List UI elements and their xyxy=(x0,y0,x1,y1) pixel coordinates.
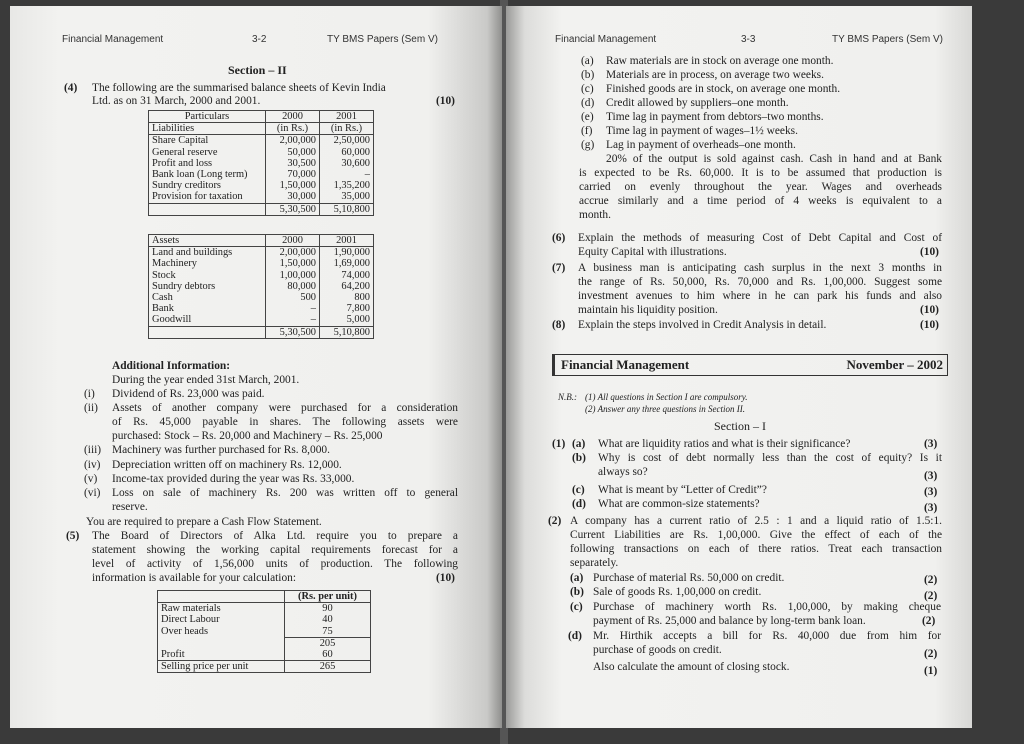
row-value-2000: 2,00,000 xyxy=(266,247,320,259)
q1d-number: (d) xyxy=(572,498,586,510)
item-ii-number: (ii) xyxy=(84,402,98,414)
q2-line1: A company has a current ratio of 2.5 : 1 and a liquid ratio of 1.5:1. xyxy=(570,515,942,527)
table-row xyxy=(149,247,374,259)
q4-marks: (10) xyxy=(436,95,455,107)
header-2000: 2000 xyxy=(266,111,320,123)
q1d-text: What are common-size statements? xyxy=(598,498,760,510)
q8-text: Explain the steps involved in Credit Analysis in detail. xyxy=(578,319,827,331)
q5-para-line1: 20% of the output is sold against cash. Cash in hand and at Bank xyxy=(606,153,942,165)
q5-line1: The Board of Directors of Alka Ltd. require you to prepare a xyxy=(92,530,458,542)
q6-number: (6) xyxy=(552,232,566,244)
q6-line1: Explain the methods of measuring Cost of Debt Capital and Cost of xyxy=(578,232,942,244)
subtotal-label-blank xyxy=(158,637,285,649)
q5-item-g-text: Lag in payment of overheads–one month. xyxy=(606,139,796,151)
row-label: Profit and loss xyxy=(149,158,266,169)
header-particulars: Particulars xyxy=(149,111,266,123)
item-vi-line1: Loss on sale of machinery Rs. 200 was written off to general xyxy=(112,487,458,499)
item-i-text: Dividend of Rs. 23,000 was paid. xyxy=(112,388,265,400)
row-value: 75 xyxy=(285,626,371,638)
q2-closing-marks: (1) xyxy=(924,665,938,677)
selling-price-row xyxy=(158,661,371,673)
table-row xyxy=(149,147,374,158)
table-row xyxy=(149,314,374,326)
q6-marks: (10) xyxy=(920,246,939,258)
subheader-unit-2000: (in Rs.) xyxy=(266,123,320,135)
q5-para-line4: accrue similarly and a time period of 4 weeks is equivalent to a xyxy=(579,195,942,207)
q6-line2: Equity Capital with illustrations. xyxy=(578,246,727,258)
q2-line3: following transactions on each of there ratios. Treat each transaction xyxy=(570,543,942,555)
q8-number: (8) xyxy=(552,319,566,331)
row-value-2000: 70,000 xyxy=(266,169,320,180)
section-i-title: Section – I xyxy=(714,419,766,433)
nb-line2: (2) Answer any three questions in Section II. xyxy=(585,404,745,414)
selling-price-value: 265 xyxy=(285,661,371,673)
q1-number: (1) xyxy=(552,438,566,450)
q5-item-f-number: (f) xyxy=(581,125,593,137)
table-row xyxy=(149,158,374,169)
total-label xyxy=(149,203,266,215)
q5-para-line5: month. xyxy=(579,209,611,221)
exam-title-box xyxy=(552,354,948,376)
q5-para-line2: is expected to be Rs. 60,000. It is to be assumed that production is xyxy=(579,167,942,179)
item-v-number: (v) xyxy=(84,473,98,485)
table-row xyxy=(149,169,374,180)
row-label: General reserve xyxy=(149,147,266,158)
row-value-2000: 2,00,000 xyxy=(266,135,320,147)
row-label: Land and buildings xyxy=(149,247,266,259)
header-2001: 2001 xyxy=(320,111,374,123)
total-2000: 5,30,500 xyxy=(266,326,320,338)
q5-marks: (10) xyxy=(436,572,455,584)
row-value-2000: 1,50,000 xyxy=(266,258,320,269)
q2a-number: (a) xyxy=(570,572,584,584)
q2c-line2: payment of Rs. 25,000 and balance by long-term bank loan. xyxy=(593,615,866,627)
row-value-2001: 1,35,200 xyxy=(320,180,374,191)
row-value-2000: 1,00,000 xyxy=(266,270,320,281)
q1b-line2: always so? xyxy=(598,466,648,478)
row-value-2001: 800 xyxy=(320,292,374,303)
q2-line4: separately. xyxy=(570,557,619,569)
row-value-2001: 2,50,000 xyxy=(320,135,374,147)
q7-line4: maintain his liquidity position. xyxy=(578,304,718,316)
subheader-liabilities: Liabilities xyxy=(149,123,266,135)
q2a-text: Purchase of material Rs. 50,000 on credit. xyxy=(593,572,785,584)
q2b-number: (b) xyxy=(570,586,584,598)
table-row xyxy=(158,626,371,638)
q2b-marks: (2) xyxy=(924,590,938,602)
row-value-2001: 7,800 xyxy=(320,303,374,314)
row-value-2001: 5,000 xyxy=(320,314,374,326)
nb-line1: (1) All questions in Section I are compulsory. xyxy=(585,392,748,402)
additional-info-intro: During the year ended 31st March, 2001. xyxy=(112,374,300,386)
table-row xyxy=(149,258,374,269)
right-header-page-number: 3-3 xyxy=(741,34,756,45)
q7-marks: (10) xyxy=(920,304,939,316)
left-header-subject: Financial Management xyxy=(62,34,164,45)
row-value-2000: – xyxy=(266,314,320,326)
q1b-line1: Why is cost of debt normally less than the cost of equity? Is it xyxy=(598,452,942,464)
total-label xyxy=(149,326,266,338)
q5-item-a-number: (a) xyxy=(581,55,594,67)
item-vi-line2: reserve. xyxy=(112,501,148,513)
q1c-text: What is meant by “Letter of Credit”? xyxy=(598,484,767,496)
q5-line4: information is available for your calculation: xyxy=(92,572,297,584)
table-row xyxy=(149,191,374,203)
item-iii-text: Machinery was further purchased for Rs. 8,000. xyxy=(112,444,330,456)
additional-info-title: Additional Information: xyxy=(112,360,231,372)
liabilities-total-row xyxy=(149,203,374,215)
row-value-2001: 64,200 xyxy=(320,281,374,292)
q2-line2: Current Liabilities are Rs. 1,00,000. Give the effect of each of the xyxy=(570,529,942,541)
table-row xyxy=(149,270,374,281)
section-ii-title: Section – II xyxy=(228,63,287,77)
table-row xyxy=(149,180,374,191)
q2c-number: (c) xyxy=(570,601,583,613)
item-iv-text: Depreciation written off on machinery Rs. 12,000. xyxy=(112,459,342,471)
q1c-marks: (3) xyxy=(924,486,938,498)
assets-total-row xyxy=(149,326,374,338)
row-label: Over heads xyxy=(158,626,285,638)
item-ii-line3: purchased: Stock – Rs. 20,000 and Machinery – Rs. 25,000 xyxy=(112,430,383,442)
q2-number: (2) xyxy=(548,515,562,527)
q5-number: (5) xyxy=(66,530,80,542)
q5-line2: statement showing the working capital requirements forecast for a xyxy=(92,544,458,556)
row-value-2000: 50,000 xyxy=(266,147,320,158)
header-2001: 2001 xyxy=(320,235,374,247)
q5-item-e-number: (e) xyxy=(581,111,594,123)
row-label: Provision for taxation xyxy=(149,191,266,203)
table-row xyxy=(149,303,374,314)
q2b-text: Sale of goods Rs. 1,00,000 on credit. xyxy=(593,586,762,598)
assets-table xyxy=(148,234,374,339)
subtotal-row xyxy=(158,637,371,649)
q5-item-c-number: (c) xyxy=(581,83,594,95)
q4-closing: You are required to prepare a Cash Flow Statement. xyxy=(86,516,322,528)
item-ii-line1: Assets of another company were purchased for a consideration xyxy=(112,402,458,414)
q1b-number: (b) xyxy=(572,452,586,464)
q1a-number: (a) xyxy=(572,438,586,450)
row-value-2001: 1,90,000 xyxy=(320,247,374,259)
row-value-2001: – xyxy=(320,169,374,180)
q4-text-line2: Ltd. as on 31 March, 2000 and 2001. xyxy=(92,95,261,107)
profit-row xyxy=(158,649,371,661)
header-2000: 2000 xyxy=(266,235,320,247)
q5-item-e-text: Time lag in payment from debtors–two months. xyxy=(606,111,824,123)
table-row xyxy=(158,614,371,625)
q1c-number: (c) xyxy=(572,484,585,496)
row-value-2001: 30,600 xyxy=(320,158,374,169)
item-i-number: (i) xyxy=(84,388,95,400)
cost-header-unit: (Rs. per unit) xyxy=(285,591,371,603)
item-vi-number: (vi) xyxy=(84,487,101,499)
row-value-2000: 30,500 xyxy=(266,158,320,169)
row-value: 90 xyxy=(285,603,371,615)
q5-para-line3: carried on evenly throughout the year. Wages and overheads xyxy=(579,181,942,193)
exam-date: November – 2002 xyxy=(846,357,943,372)
q5-item-d-number: (d) xyxy=(581,97,595,109)
row-label: Stock xyxy=(149,270,266,281)
total-2001: 5,10,800 xyxy=(320,203,374,215)
total-2000: 5,30,500 xyxy=(266,203,320,215)
q2d-number: (d) xyxy=(568,630,582,642)
q7-line3: investment avenues to him where in he can park his funds and also xyxy=(578,290,942,302)
q5-item-f-text: Time lag in payment of wages–1½ weeks. xyxy=(606,125,798,137)
row-label: Bank xyxy=(149,303,266,314)
row-value: 40 xyxy=(285,614,371,625)
table-row xyxy=(149,281,374,292)
exam-subject: Financial Management xyxy=(561,357,690,372)
row-value-2001: 35,000 xyxy=(320,191,374,203)
nb-label: N.B.: xyxy=(558,392,577,402)
q2d-line2: purchase of goods on credit. xyxy=(593,644,722,656)
q5-item-a-text: Raw materials are in stock on average one month. xyxy=(606,55,834,67)
total-2001: 5,10,800 xyxy=(320,326,374,338)
left-header-series: TY BMS Papers (Sem V) xyxy=(327,34,438,45)
profit-label: Profit xyxy=(158,649,285,661)
q1b-marks: (3) xyxy=(924,470,938,482)
row-label: Sundry creditors xyxy=(149,180,266,191)
liabilities-table xyxy=(148,110,374,216)
cost-table xyxy=(157,590,371,673)
item-iii-number: (iii) xyxy=(84,444,102,456)
row-label: Raw materials xyxy=(158,603,285,615)
q5-item-b-number: (b) xyxy=(581,69,595,81)
q2c-marks: (2) xyxy=(922,615,936,627)
row-label: Share Capital xyxy=(149,135,266,147)
q4-number: (4) xyxy=(64,82,78,94)
q2d-line1: Mr. Hirthik accepts a bill for Rs. 40,000 due from him for xyxy=(593,630,941,642)
row-value-2001: 1,69,000 xyxy=(320,258,374,269)
q2d-marks: (2) xyxy=(924,648,938,660)
item-v-text: Income-tax provided during the year was Rs. 33,000. xyxy=(112,473,355,485)
table-row xyxy=(158,603,371,615)
q5-line3: level of activity of 1,56,000 units of production. The following xyxy=(92,558,458,570)
selling-price-label: Selling price per unit xyxy=(158,661,285,673)
q7-number: (7) xyxy=(552,262,566,274)
row-label: Machinery xyxy=(149,258,266,269)
row-label: Bank loan (Long term) xyxy=(149,169,266,180)
item-ii-line2: of Rs. 45,000 payable in shares. The following assets were xyxy=(112,416,458,428)
subtotal-value: 205 xyxy=(285,637,371,649)
profit-value: 60 xyxy=(285,649,371,661)
left-header-page-number: 3-2 xyxy=(252,34,267,45)
header-assets: Assets xyxy=(149,235,266,247)
q8-marks: (10) xyxy=(920,319,939,331)
q5-item-d-text: Credit allowed by suppliers–one month. xyxy=(606,97,789,109)
q2c-line1: Purchase of machinery worth Rs. 1,00,000, by making cheque xyxy=(593,601,941,613)
q1a-marks: (3) xyxy=(924,438,938,450)
row-value-2000: 30,000 xyxy=(266,191,320,203)
row-value-2000: – xyxy=(266,303,320,314)
q5-item-g-number: (g) xyxy=(581,139,595,151)
item-iv-number: (iv) xyxy=(84,459,101,471)
row-value-2000: 1,50,000 xyxy=(266,180,320,191)
q7-line2: the range of Rs. 50,000, Rs. 70,000 and Rs. 1,00,000. Suggest some xyxy=(578,276,942,288)
right-header-series: TY BMS Papers (Sem V) xyxy=(832,34,943,45)
q4-text-line1: The following are the summarised balance sheets of Kevin India xyxy=(92,82,386,94)
row-label: Direct Labour xyxy=(158,614,285,625)
q7-line1: A business man is anticipating cash surplus in the next 3 months in xyxy=(578,262,942,274)
right-header-subject: Financial Management xyxy=(555,34,657,45)
row-label: Sundry debtors xyxy=(149,281,266,292)
table-row xyxy=(149,292,374,303)
row-label: Goodwill xyxy=(149,314,266,326)
row-value-2000: 80,000 xyxy=(266,281,320,292)
q5-item-b-text: Materials are in process, on average two weeks. xyxy=(606,69,824,81)
q1d-marks: (3) xyxy=(924,502,938,514)
row-value-2001: 74,000 xyxy=(320,270,374,281)
row-label: Cash xyxy=(149,292,266,303)
subheader-unit-2001: (in Rs.) xyxy=(320,123,374,135)
table-row xyxy=(149,135,374,147)
q2a-marks: (2) xyxy=(924,574,938,586)
q2-closing: Also calculate the amount of closing stock. xyxy=(593,661,790,673)
cost-header-blank xyxy=(158,591,285,603)
q1a-text: What are liquidity ratios and what is their significance? xyxy=(598,438,851,450)
q5-item-c-text: Finished goods are in stock, on average one month. xyxy=(606,83,841,95)
row-value-2001: 60,000 xyxy=(320,147,374,158)
row-value-2000: 500 xyxy=(266,292,320,303)
